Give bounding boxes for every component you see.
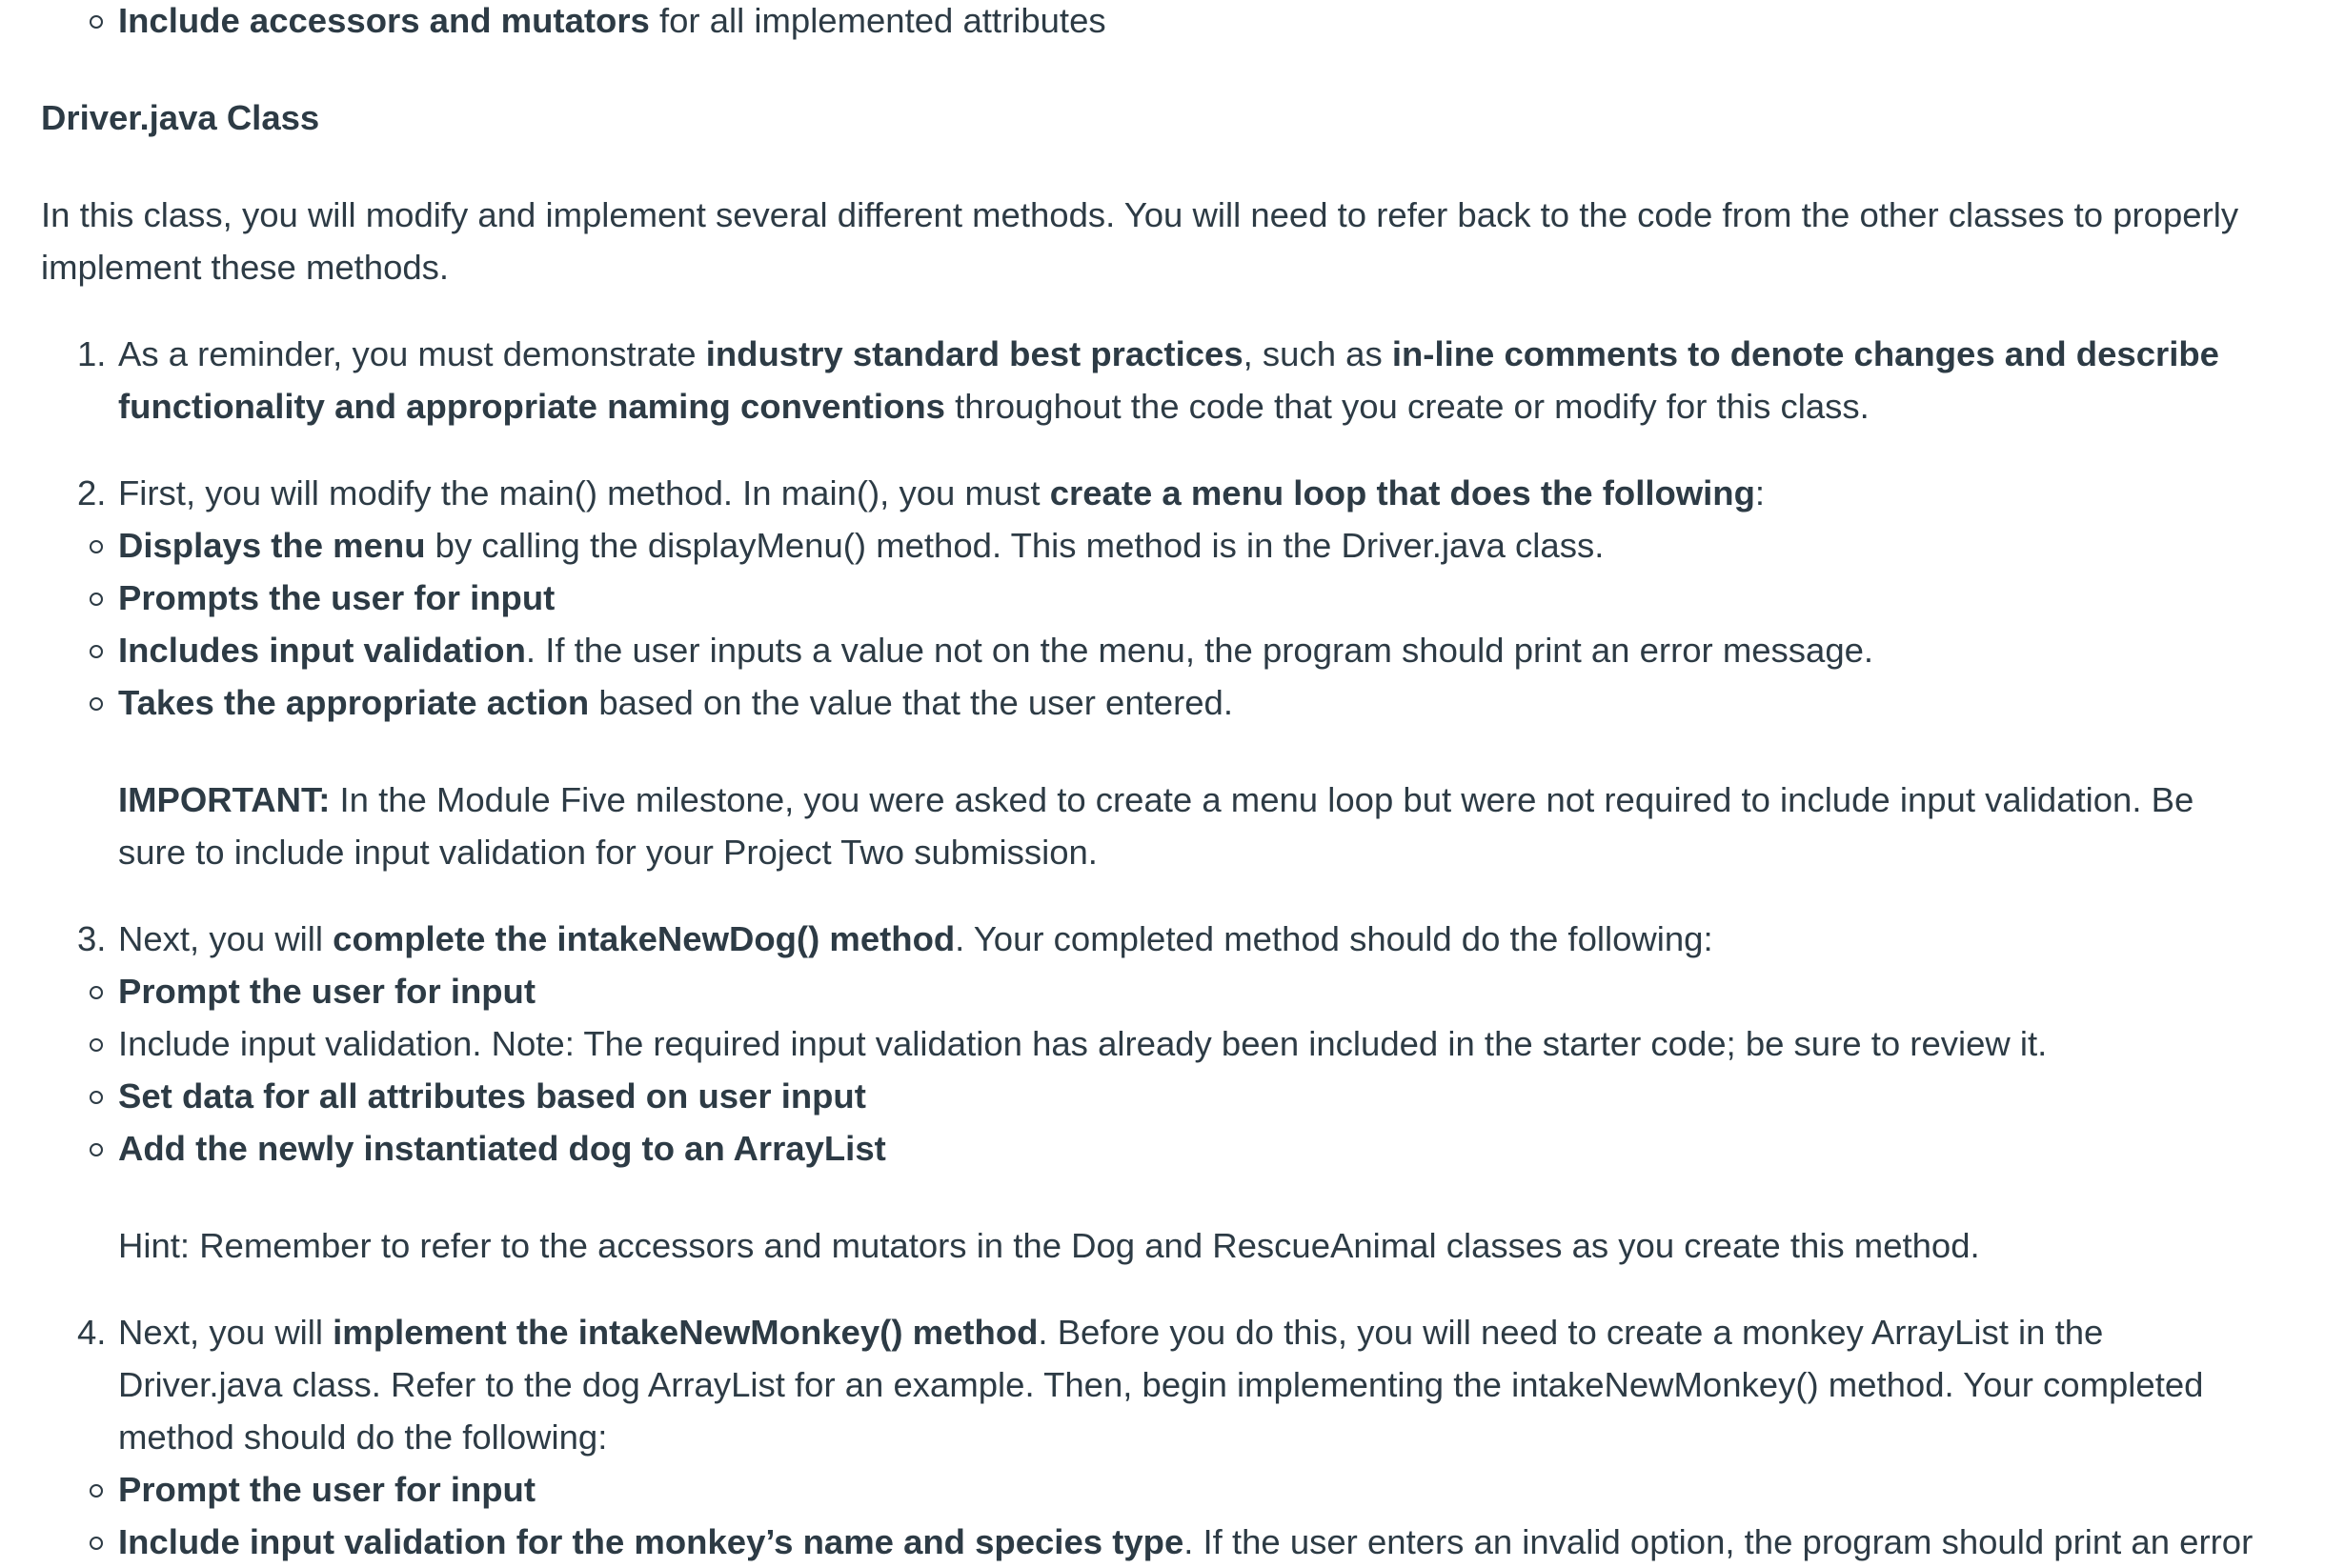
hollow-bullet-icon <box>90 15 103 29</box>
item-text: : <box>1754 473 1766 513</box>
item-bold-text: in-line comments to denote changes and describe functionality and appropriate naming conventions <box>118 334 2219 426</box>
hollow-bullet-icon <box>90 540 103 553</box>
section-heading: Driver.java Class <box>41 98 320 137</box>
item-bold-text: create a menu loop that does the following <box>1049 473 1755 513</box>
note-bold-text: IMPORTANT: <box>118 780 331 819</box>
hollow-bullet-icon <box>90 1143 103 1156</box>
list-item <box>118 519 2271 572</box>
hollow-bullet-icon <box>90 697 103 711</box>
bullet-bold-text: Takes the appropriate action <box>118 683 590 722</box>
list-item <box>118 965 2271 1017</box>
hollow-bullet-icon <box>90 1537 103 1550</box>
hollow-bullet-icon <box>90 593 103 606</box>
item-number: 4. <box>77 1313 107 1352</box>
hollow-bullet-icon <box>90 986 103 999</box>
sub-bullet-list <box>41 1463 2271 1568</box>
bullet-bold-text: Add the newly instantiated dog to an ArrayList <box>118 1129 886 1168</box>
bullet-bold-text: Displays the menu <box>118 526 426 565</box>
item-number: 2. <box>77 473 107 513</box>
document-content <box>41 0 2271 1568</box>
bullet-bold-text: Prompt the user for input <box>118 972 536 1011</box>
item-text: . Before you do this, you will need to create a monkey ArrayList in the Driver.java class. Refer to the dog ArrayList for an example. Then, begin implementing the intakeNewMonkey() method. Your completed method should do the following: <box>118 1313 2204 1457</box>
bullet-text: Include input validation. Note: The required input validation has already been included in the starter code; be sure to review it. <box>118 1024 2048 1063</box>
list-item <box>118 572 2271 624</box>
bullet-bold-text: Include accessors and mutators <box>118 1 650 40</box>
item-text: As a reminder, you must demonstrate <box>118 334 706 373</box>
item-text: First, you will modify the main() method. In main(), you must <box>118 473 1050 513</box>
list-item <box>118 1122 2271 1175</box>
item-bold-text: industry standard best practices <box>705 334 1243 373</box>
bullet-text: . If the user inputs a value not on the menu, the program should print an error message. <box>525 631 1874 670</box>
hollow-bullet-icon <box>90 1038 103 1052</box>
bullet-bold-text: Includes input validation <box>118 631 526 670</box>
item-text: , such as <box>1243 334 1392 373</box>
bullet-bold-text: Prompts the user for input <box>118 578 556 617</box>
top-bullet-list <box>41 0 2271 47</box>
list-item <box>118 1070 2271 1122</box>
item-number: 3. <box>77 919 107 958</box>
bullet-text: by calling the displayMenu() method. This method is in the Driver.java class. <box>425 526 1605 565</box>
hollow-bullet-icon <box>90 645 103 658</box>
bullet-bold-text: Set data for all attributes based on user input <box>118 1076 866 1116</box>
instruction-item-1 <box>41 328 2271 432</box>
item-text: Next, you will <box>118 1313 334 1352</box>
bullet-bold-text: Include input validation for the monkey’s name and species type <box>118 1522 1184 1561</box>
instruction-item-4 <box>41 1306 2271 1568</box>
important-note <box>118 774 2271 878</box>
sub-bullet-list <box>41 519 2271 729</box>
item-text: throughout the code that you create or modify for this class. <box>944 387 1870 426</box>
list-item <box>118 0 2271 47</box>
instruction-item-2 <box>41 467 2271 878</box>
item-bold-text: implement the intakeNewMonkey() method <box>333 1313 1039 1352</box>
hollow-bullet-icon <box>90 1484 103 1498</box>
hollow-bullet-icon <box>90 1091 103 1104</box>
list-item <box>118 624 2271 676</box>
instruction-item-3 <box>41 913 2271 1272</box>
item-number: 1. <box>77 334 107 373</box>
note-text: In the Module Five milestone, you were asked to create a menu loop but were not required to include input validation. Be sure to include input validation for your Project Two submission. <box>118 780 2194 872</box>
bullet-text: based on the value that the user entered. <box>589 683 1233 722</box>
bullet-text: for all implemented attributes <box>649 1 1106 40</box>
bullet-text: . If the user enters an invalid option, the program should print an error <box>1183 1522 2254 1561</box>
item-text: . Your completed method should do the following: <box>955 919 1713 958</box>
list-item <box>118 1516 2271 1568</box>
instruction-list <box>41 328 2271 1568</box>
intro-paragraph: In this class, you will modify and implement several different methods. You will need to refer back to the code from the other classes to properly implement these methods. <box>41 195 2239 287</box>
sub-bullet-list <box>41 965 2271 1175</box>
list-item <box>118 1017 2271 1070</box>
list-item <box>118 1463 2271 1516</box>
bullet-bold-text: Prompt the user for input <box>118 1470 536 1509</box>
list-item <box>118 676 2271 729</box>
item-text: Next, you will <box>118 919 334 958</box>
item-bold-text: complete the intakeNewDog() method <box>333 919 956 958</box>
hint-note: Hint: Remember to refer to the accessors and mutators in the Dog and RescueAnimal classes as you create this method. <box>118 1226 1980 1265</box>
